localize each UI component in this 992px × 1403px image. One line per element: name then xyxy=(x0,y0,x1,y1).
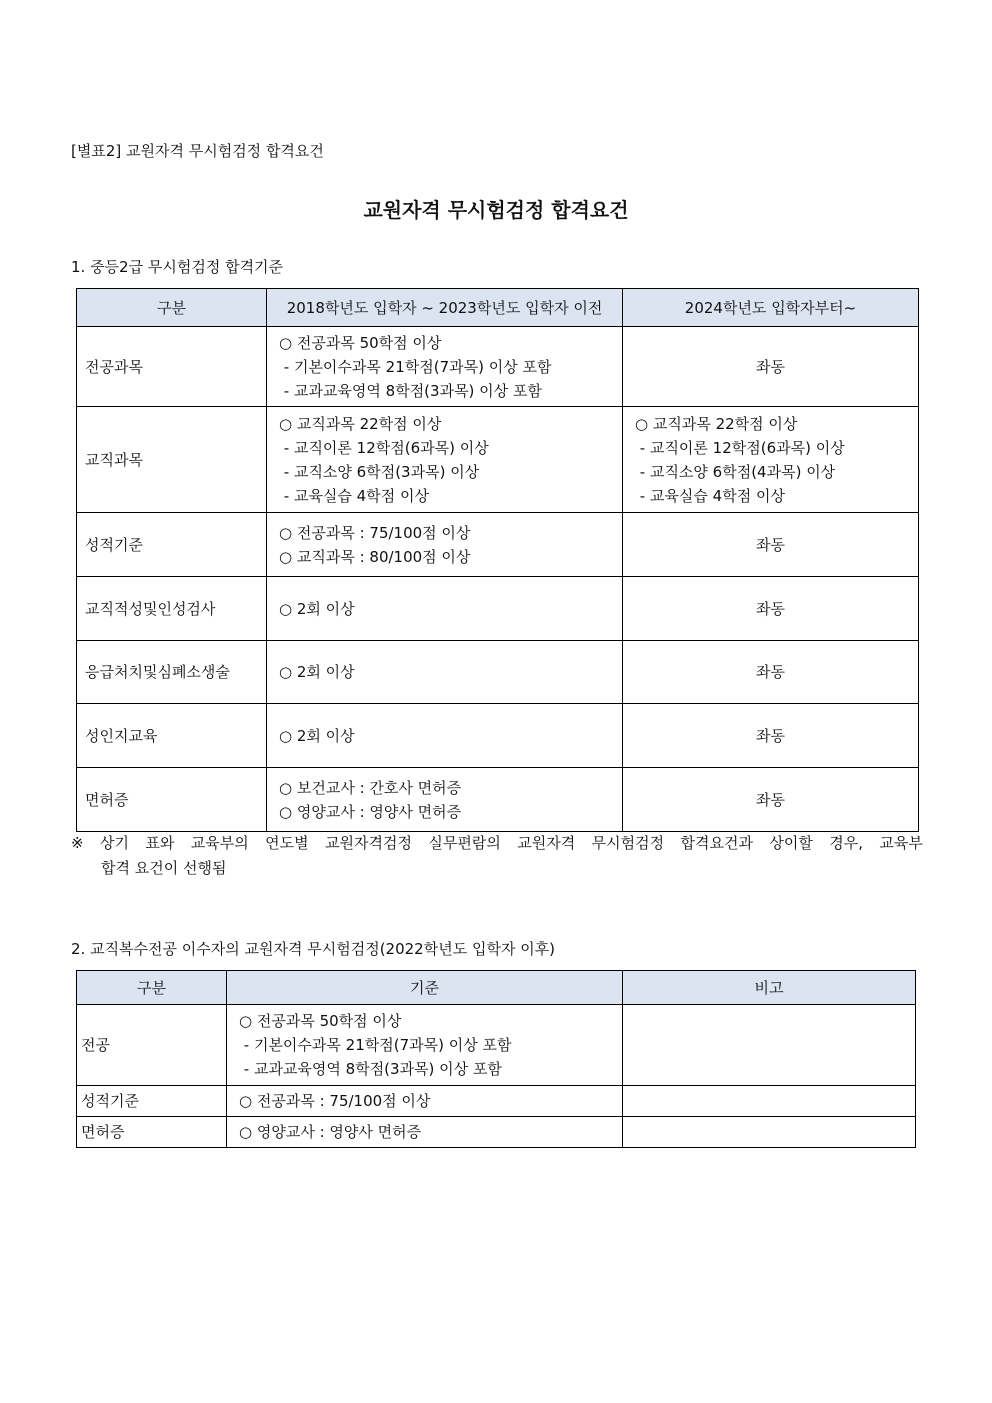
table-row xyxy=(77,704,919,768)
footnote-word: 교원자격 xyxy=(517,834,576,852)
table-header-row xyxy=(77,289,919,327)
footnote-word: 연도별 xyxy=(265,834,309,852)
table-row xyxy=(77,327,919,407)
footnote-word: 교육부 xyxy=(879,834,923,852)
row-remark xyxy=(623,1117,916,1148)
section2-table xyxy=(76,970,916,1148)
table-header-row xyxy=(77,971,916,1005)
row-category: 전공 xyxy=(77,1005,227,1086)
row-before: ○ 전공과목 : 75/100점 이상 ○ 교직과목 : 80/100점 이상 xyxy=(267,513,623,577)
row-before: ○ 교직과목 22학점 이상 - 교직이론 12학점(6과목) 이상 - 교직소양 6학점(3과목) 이상 - 교육실습 4학점 이상 xyxy=(267,407,623,513)
header-criteria: 기준 xyxy=(227,971,623,1005)
row-after: 좌동 xyxy=(623,768,919,832)
header-category: 구분 xyxy=(77,971,227,1005)
footnote-word: 표와 xyxy=(145,834,175,852)
header-remark: 비고 xyxy=(623,971,916,1005)
row-after: 좌동 xyxy=(623,704,919,768)
footnote-word: 상이할 xyxy=(769,834,813,852)
table-row xyxy=(77,1086,916,1117)
row-before: ○ 보건교사 : 간호사 면허증 ○ 영양교사 : 영양사 면허증 xyxy=(267,768,623,832)
row-category: 면허증 xyxy=(77,768,267,832)
row-before: ○ 전공과목 50학점 이상 - 기본이수과목 21학점(7과목) 이상 포함 - 교과교육영역 8학점(3과목) 이상 포함 xyxy=(267,327,623,407)
row-category: 전공과목 xyxy=(77,327,267,407)
footnote-word: 교원자격검정 xyxy=(325,834,412,852)
row-before: ○ 2회 이상 xyxy=(267,704,623,768)
row-after: 좌동 xyxy=(623,577,919,641)
row-category: 교직과목 xyxy=(77,407,267,513)
row-after: 좌동 xyxy=(623,513,919,577)
footnote-word: 상기 xyxy=(99,834,129,852)
row-after: 좌동 xyxy=(623,641,919,704)
row-criteria: ○ 전공과목 50학점 이상 - 기본이수과목 21학점(7과목) 이상 포함 - 교과교육영역 8학점(3과목) 이상 포함 xyxy=(227,1005,623,1086)
row-criteria: ○ 전공과목 : 75/100점 이상 xyxy=(227,1086,623,1117)
row-after: 좌동 xyxy=(623,327,919,407)
footnote-word: 무시험검정 xyxy=(591,834,665,852)
footnote-word: 교육부의 xyxy=(190,834,249,852)
row-before: ○ 2회 이상 xyxy=(267,577,623,641)
table-row xyxy=(77,577,919,641)
table-row xyxy=(77,1117,916,1148)
footnote-word: 실무편람의 xyxy=(428,834,501,852)
table-footnote xyxy=(71,831,923,881)
row-category: 면허증 xyxy=(77,1117,227,1148)
section1-table xyxy=(76,288,919,832)
header-before-2024: 2018학년도 입학자 ~ 2023학년도 입학자 이전 xyxy=(267,289,623,327)
header-from-2024: 2024학년도 입학자부터~ xyxy=(623,289,919,327)
footnote-word: 경우, xyxy=(829,834,863,852)
section2-heading: 2. 교직복수전공 이수자의 교원자격 무시험검정(2022학년도 입학자 이후) xyxy=(71,940,556,958)
row-remark xyxy=(623,1086,916,1117)
row-category: 성적기준 xyxy=(77,513,267,577)
row-category: 응급처치및심폐소생술 xyxy=(77,641,267,704)
footnote-word: ※ xyxy=(71,834,84,852)
row-remark xyxy=(623,1005,916,1086)
table-row xyxy=(77,513,919,577)
section1-heading: 1. 중등2급 무시험검정 합격기준 xyxy=(71,258,284,276)
table-row xyxy=(77,1005,916,1086)
row-category: 교직적성및인성검사 xyxy=(77,577,267,641)
footnote-word: 합격요건과 xyxy=(680,834,753,852)
footnote-line2: 합격 요건이 선행됨 xyxy=(101,859,227,877)
table-row xyxy=(77,407,919,513)
document-title: 교원자격 무시험검정 합격요건 xyxy=(363,198,629,222)
attachment-label: [별표2] 교원자격 무시험검정 합격요건 xyxy=(71,142,324,160)
row-category: 성적기준 xyxy=(77,1086,227,1117)
row-before: ○ 2회 이상 xyxy=(267,641,623,704)
row-after: ○ 교직과목 22학점 이상 - 교직이론 12학점(6과목) 이상 - 교직소양 6학점(4과목) 이상 - 교육실습 4학점 이상 xyxy=(623,407,919,513)
footnote-line1 xyxy=(71,831,923,856)
row-criteria: ○ 영양교사 : 영양사 면허증 xyxy=(227,1117,623,1148)
row-category: 성인지교육 xyxy=(77,704,267,768)
table-row xyxy=(77,768,919,832)
table-row xyxy=(77,641,919,704)
header-category: 구분 xyxy=(77,289,267,327)
